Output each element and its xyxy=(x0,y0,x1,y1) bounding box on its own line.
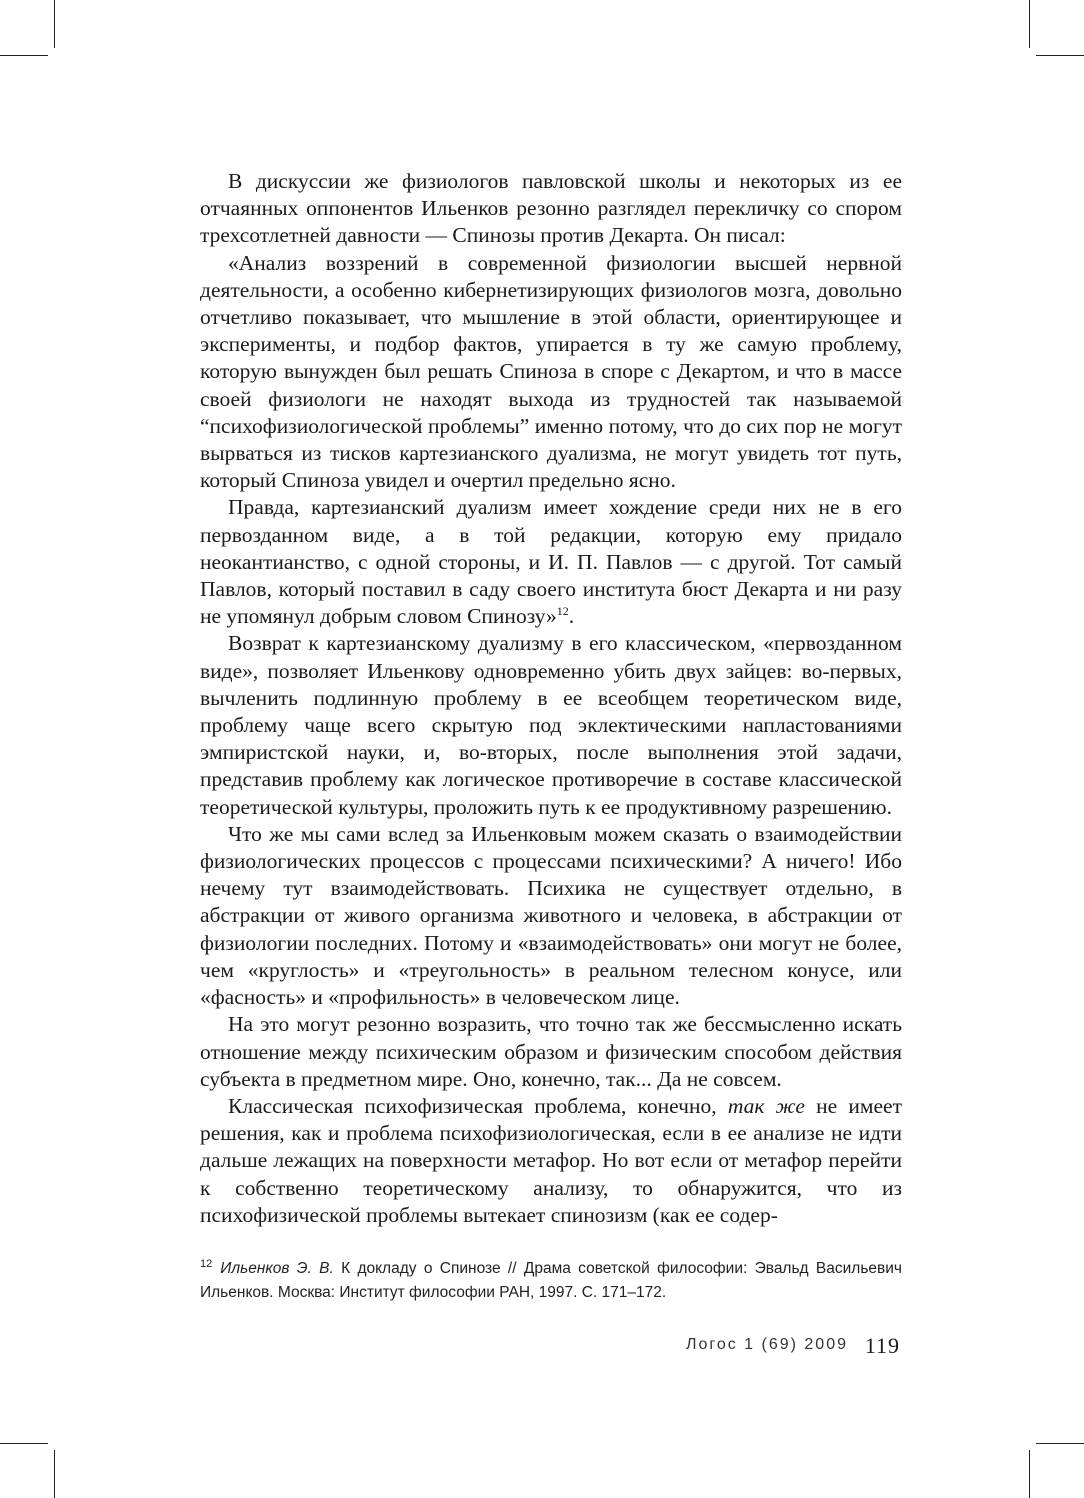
crop-mark xyxy=(0,1443,48,1444)
paragraph xyxy=(200,1093,902,1229)
crop-mark xyxy=(0,55,48,56)
paragraph: Возврат к картезианскому дуализму в его классическом, «первозданном виде», позволяет Ильенкову одновременно убить двух зайцев: во-первых, вычленить подлинную проблему в ее всеобщем теоретическом виде, проблему чаще всего скрытую под эклектическими напластованиями эмпиристской науки, и, во-вторых, после выполнения этой задачи, представив проблему как логическое противоречие в составе классической теоретической культуры, проложить путь к ее продуктивному разрешению. xyxy=(200,631,902,819)
crop-mark xyxy=(54,0,55,48)
footnote-reference[interactable]: 12 xyxy=(556,604,569,619)
main-text xyxy=(200,168,902,1229)
crop-mark xyxy=(1029,1450,1030,1498)
crop-mark xyxy=(1029,0,1030,48)
footnote-author: Ильенков Э. В. xyxy=(220,1260,334,1278)
footnote-number: 12 xyxy=(200,1258,213,1270)
paragraph-text: не имеет решения, как и проблема психофизиологическая, если в ее анализе не идти дальше лежащих на поверхности метафор. Но вот если от метафор перейти к собственно теоретическому анализу, то обнаружится, что из психофизической проблемы вытекает спинозизм (как ее содер- xyxy=(200,1093,902,1227)
quote-paragraph-continued: Правда, картезианский дуализм имеет хождение среди них не в его первозданном виде, а в той редакции, которую ему придало неокантианство, с одной стороны, и И. П. Павлов — с другой. Тот самый Павлов, который поставил в саду своего института бюст Декарта и ни разу не упомянул добрым словом Спинозу»$^{12}$. xyxy=(200,495,902,629)
crop-mark xyxy=(1036,1443,1084,1444)
paragraph-text: Правда, картезианский дуализм имеет хождение среди них не в его первозданном виде, а в той редакции, которую ему придало неокантианство, с одной стороны, и И. П. Павлов — с другой. Тот самый Павлов, который поставил в саду своего института бюст Декарта и ни разу не упомянул добрым словом Спинозу» xyxy=(200,495,902,629)
journal-title: Логос 1 (69) 2009 xyxy=(685,1336,848,1353)
footnote xyxy=(200,1252,902,1305)
paragraph: На это могут резонно возразить, что точно так же бессмысленно искать отношение между психическим образом и физическим способом действия субъекта в предметном мире. Оно, конечно, так... Да не совсем. xyxy=(200,1012,902,1091)
paragraph: В дискуссии же физиологов павловской школы и некоторых из ее отчаянных оппонентов Ильенков резонно разглядел перекличку со спором трехсотлетней давности — Спинозы против Декарта. Он писал: xyxy=(200,169,902,248)
paragraph: Что же мы сами вслед за Ильенковым можем сказать о взаимодействии физиологических процессов с процессами психическими? А ничего! Ибо нечему тут взаимодействовать. Психика не существует отдельно, в абстракции от живого организма животного и человека, в абстракции от физиологии последних. Потому и «взаимодействовать» они могут не более, чем «круглость» и «треугольность» в реальном телесном конусе, или «фасность» и «профильность» в человеческом лице. xyxy=(200,821,902,1010)
crop-mark xyxy=(1036,55,1084,56)
quote-paragraph: «Анализ воззрений в современной физиологии высшей нервной деятельности, а особенно кибернетизирующих физиологов мозга, довольно отчетливо показывает, что мышление в этой области, ориентирующее и эксперименты, и подбор фактов, упирается в ту же самую проблему, которую вынужден был решать Спиноза в споре с Декартом, и что в массе своей физиологи не находят выхода из трудностей так называемой “психофизиологической проблемы” именно потому, что до сих пор не могут вырваться из тисков картезианского дуализма, не могут увидеть тот путь, который Спиноза увидел и очертил предельно ясно. xyxy=(200,250,902,493)
paragraph-text: Классическая психофизическая проблема, конечно, xyxy=(228,1093,728,1118)
crop-mark xyxy=(54,1450,55,1498)
emphasis-text: так же xyxy=(727,1093,805,1118)
footnote-text: К докладу о Спинозе // Драма советской философии: Эвальд Васильевич Ильенков. Москва: Институт философии РАН, 1997. С. 171–172. xyxy=(200,1260,902,1302)
page-number: 119 xyxy=(864,1333,900,1358)
